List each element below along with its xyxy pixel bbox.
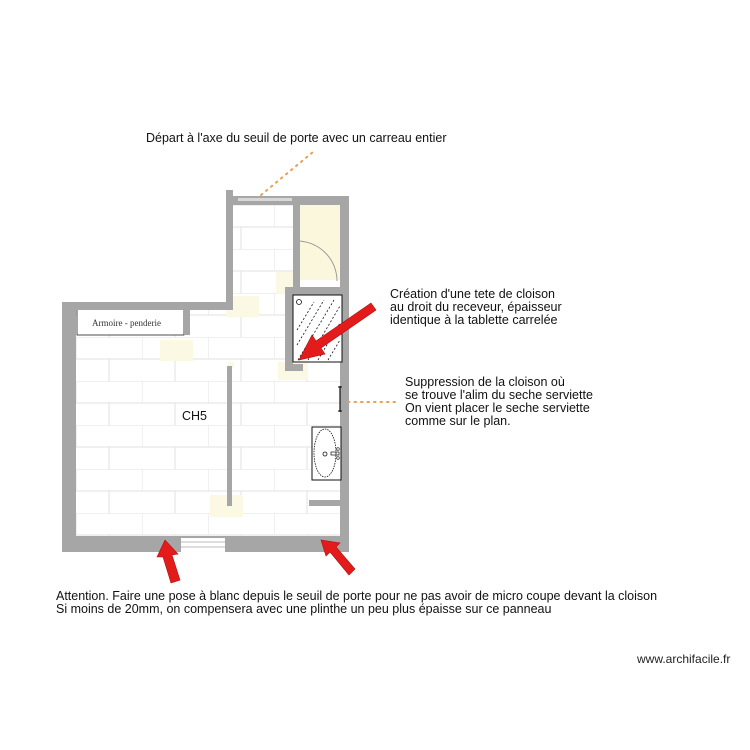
closet-area [300,205,340,280]
arrow-corner [321,540,355,575]
bottom-note-line: Si moins de 20mm, on compensera avec une plinthe un peu plus épaisse sur ce panneau [56,602,552,616]
right-note-partition-line: comme sur le plan. [405,414,511,428]
right-note-shower-line: Création d'une tete de cloison [390,287,555,301]
right-note-shower-line: au droit du receveur, épaisseur [390,300,562,314]
right-note-partition-line: On vient placer le seche serviette [405,401,590,415]
right-note-shower-line: identique à la tablette carrelée [390,313,558,327]
right-note-partition [405,376,593,428]
right-note-partition-line: se trouve l'alim du seche serviette [405,388,593,402]
room-label: CH5 [182,409,208,423]
top-threshold [238,198,292,201]
tiled-floor-corridor [233,205,293,310]
watermark: www.archifacile.fr [637,652,731,666]
wardrobe-label: Armoire - penderie [92,318,161,328]
right-note-shower [390,288,562,327]
bottom-note [56,590,657,616]
top-note: Départ à l'axe du seuil de porte avec un carreau entier [146,131,447,145]
bottom-note-line: Attention. Faire une pose à blanc depuis le seuil de porte pour ne pas avoir de micro coupe devant la cloison [56,589,658,603]
entry-threshold [181,538,225,552]
washbasin [312,427,341,480]
right-note-partition-line: Suppression de la cloison où [405,375,565,389]
